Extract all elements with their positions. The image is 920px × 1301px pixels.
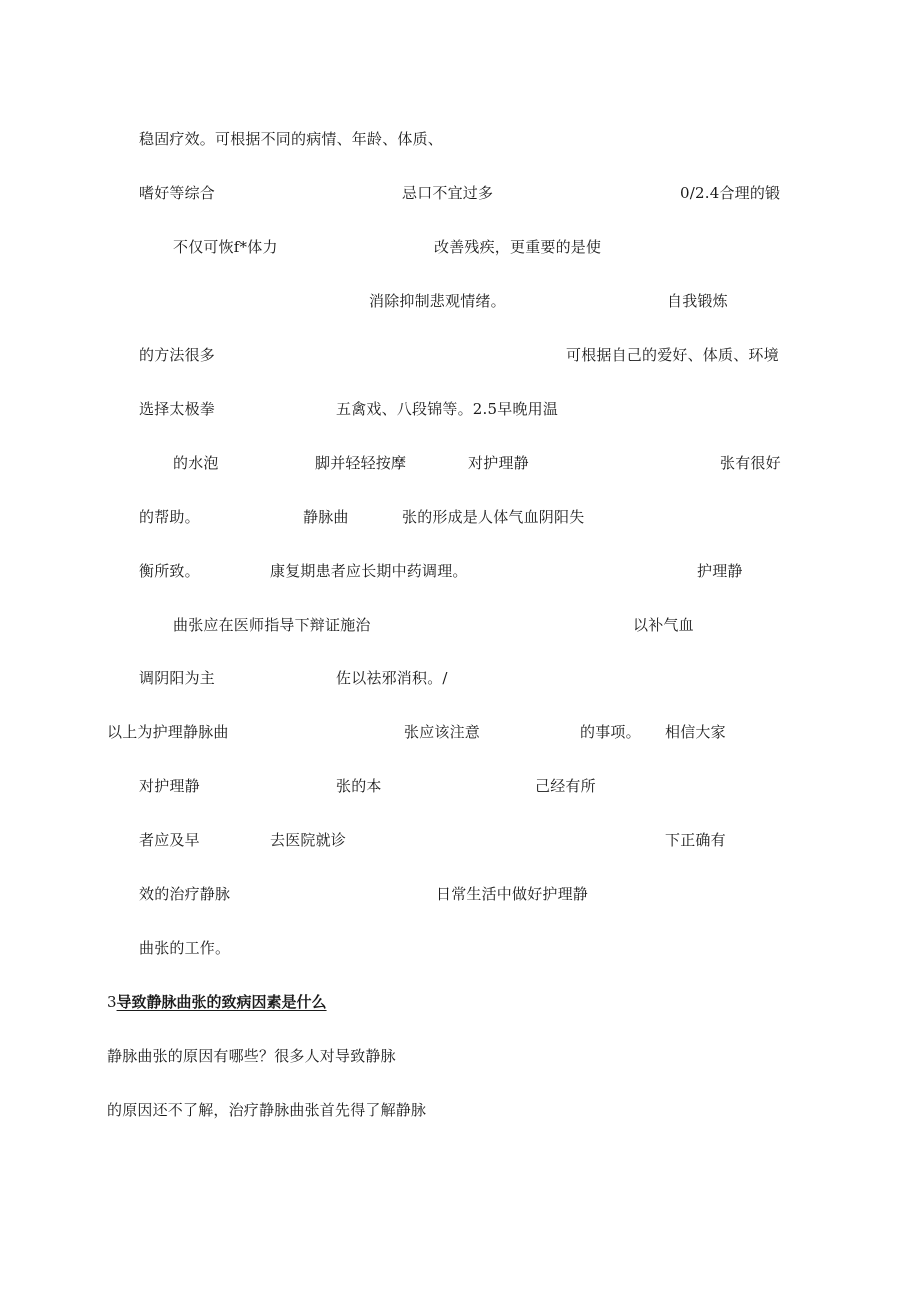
text-fragment: 曲张应在医师指导下辩证施治 — [173, 616, 371, 634]
text-fragment: 五禽戏、八段锦等。2.5早晚用温 — [336, 400, 559, 418]
section-title: 导致静脉曲张的致病因素是什么 — [116, 993, 327, 1011]
paragraph-line: 静脉曲张的原因有哪些？很多人对导致静脉 — [107, 1047, 396, 1065]
text-fragment: 张的本 — [336, 777, 382, 795]
text-fragment: 脚并轻轻按摩 — [315, 454, 407, 472]
text-fragment: 的帮助。 — [139, 508, 200, 526]
text-fragment: 消除抑制悲观情绪。 — [369, 292, 506, 310]
text-fragment: 以上为护理静脉曲 — [107, 723, 229, 741]
text-fragment: 张有很好 — [720, 454, 781, 472]
text-fragment: 可根据自己的爱好、体质、环境 — [566, 346, 779, 364]
text-fragment: 护理静 — [697, 562, 743, 580]
text-fragment: 下正确有 — [665, 831, 726, 849]
text-fragment: 效的治疗静脉 — [139, 885, 231, 903]
text-fragment: 选择太极拳 — [139, 400, 216, 418]
text-fragment: 的方法很多 — [139, 346, 216, 364]
text-fragment: 对护理静 — [139, 777, 200, 795]
text-fragment: 静脉曲 — [303, 508, 349, 526]
text-fragment: 以补气血 — [633, 616, 694, 634]
text-fragment: 相信大家 — [665, 723, 726, 741]
text-fragment: 张的形成是人体气血阴阳失 — [402, 508, 585, 526]
text-fragment: 去医院就诊 — [270, 831, 347, 849]
text-fragment: 日常生活中做好护理静 — [436, 885, 589, 903]
text-fragment: 张应该注意 — [404, 723, 481, 741]
text-fragment: 忌口不宜过多 — [402, 184, 494, 202]
section-heading — [107, 992, 327, 1012]
text-fragment: 调阴阳为主 — [139, 669, 216, 687]
text-fragment: 佐以祛邪消积。/ — [336, 669, 448, 687]
text-fragment: 衡所致。 — [139, 562, 200, 580]
text-fragment: 不仅可恢f*体力 — [173, 238, 278, 256]
text-fragment: 自我锻炼 — [667, 292, 728, 310]
text-fragment: 者应及早 — [139, 831, 200, 849]
text-fragment: 的事项。 — [580, 723, 641, 741]
section-number: 3 — [107, 993, 117, 1011]
text-fragment: 康复期患者应长期中药调理。 — [270, 562, 468, 580]
text-fragment: 改善残疾，更重要的是使 — [434, 238, 602, 256]
text-fragment: 曲张的工作。 — [139, 939, 231, 957]
text-fragment: 嗜好等综合 — [139, 184, 216, 202]
text-fragment: 0/2.4合理的锻 — [680, 184, 781, 202]
text-fragment: 对护理静 — [468, 454, 529, 472]
paragraph-line: 的原因还不了解，治疗静脉曲张首先得了解静脉 — [107, 1101, 427, 1119]
text-fragment: 的水泡 — [173, 454, 219, 472]
text-fragment: 己经有所 — [535, 777, 596, 795]
text-fragment: 稳固疗效。可根据不同的病情、年龄、体质、 — [139, 130, 444, 148]
